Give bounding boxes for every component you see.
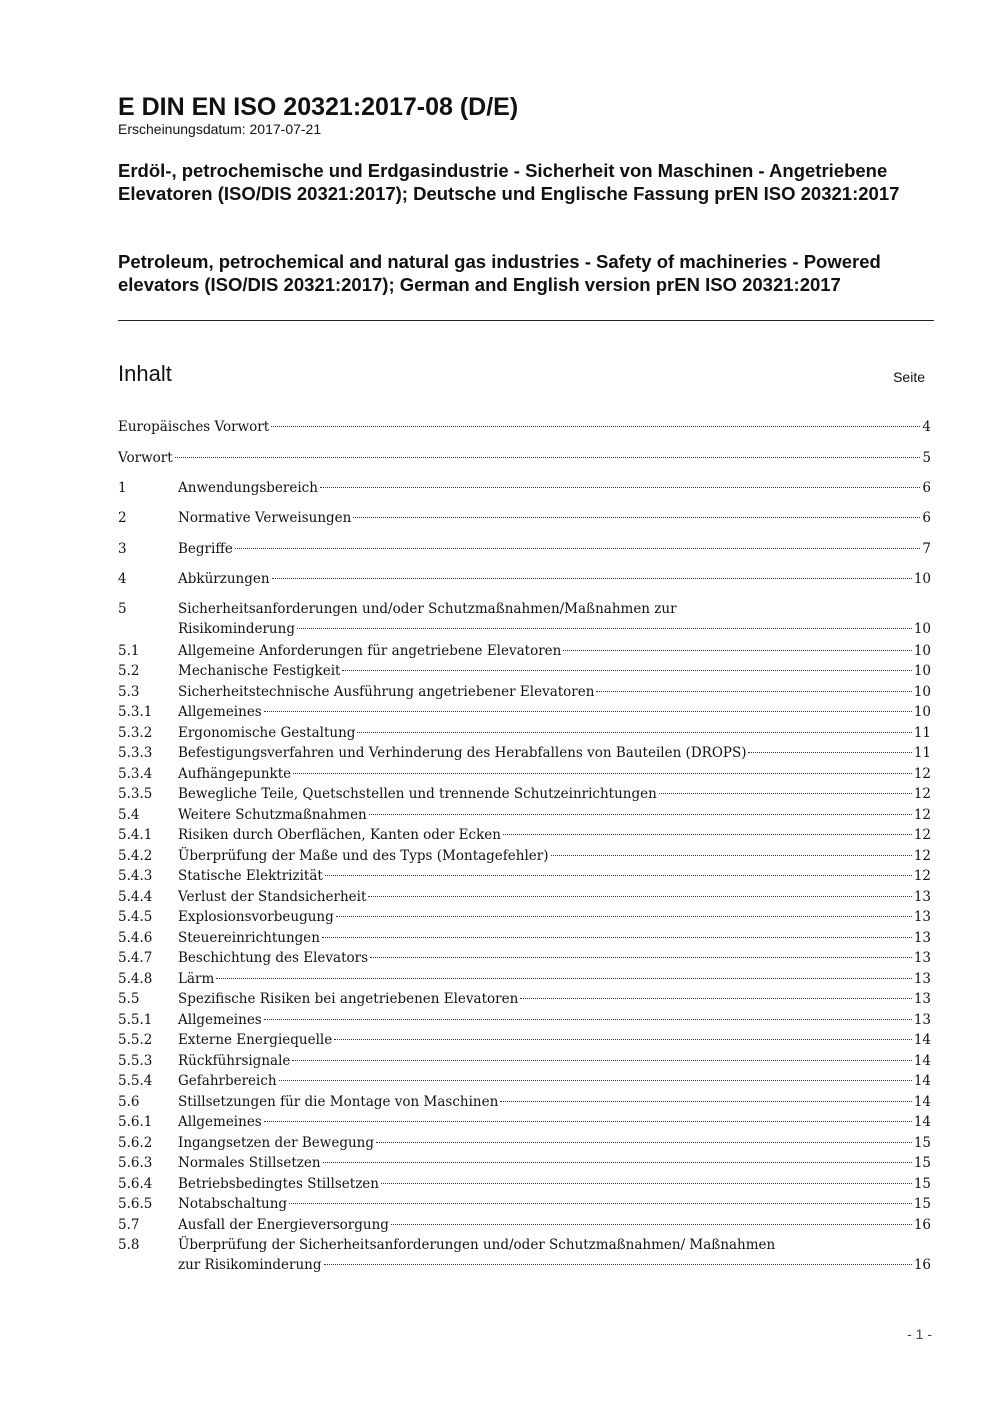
toc-entry-label: Explosionsvorbeugung — [178, 909, 334, 925]
toc-entry-label: Weitere Schutzmaßnahmen — [178, 807, 367, 823]
toc-entry-number: 5.5.2 — [118, 1032, 153, 1048]
toc-entry-label: Beschichtung des Elevators — [178, 950, 369, 966]
toc-entry-number: 5.6.5 — [118, 1196, 153, 1212]
toc-entry-number: 5.3 — [118, 684, 140, 700]
toc-dot-leader — [551, 855, 912, 856]
toc-dot-leader — [297, 628, 912, 629]
toc-entry-page: 12 — [913, 807, 931, 823]
toc-entry-number: 5.4.1 — [118, 827, 153, 843]
toc-entry — [118, 784, 931, 804]
toc-dot-leader — [503, 834, 912, 835]
toc-dot-leader — [216, 978, 912, 979]
toc-entry-page: 13 — [913, 950, 931, 966]
toc-entry-page: 10 — [913, 571, 931, 587]
toc-dot-leader — [264, 1121, 912, 1122]
toc-entry-label: Steuereinrichtungen — [178, 930, 320, 946]
toc-entry — [118, 928, 931, 948]
toc-entry-page: 13 — [913, 909, 931, 925]
toc-entry — [118, 682, 931, 702]
toc-entry-label: Gefahrbereich — [178, 1073, 277, 1089]
toc-entry — [118, 723, 931, 743]
toc-dot-leader — [272, 578, 912, 579]
toc-entry-page: 12 — [913, 766, 931, 782]
toc-entry-number: 5.4.6 — [118, 930, 153, 946]
toc-entry-label: Allgemeines — [178, 704, 262, 720]
toc-dot-leader — [271, 426, 920, 427]
toc-entry-number: 5.5 — [118, 991, 140, 1007]
toc-dot-leader — [292, 1060, 911, 1061]
toc-entry — [118, 569, 931, 589]
toc-entry — [118, 887, 931, 907]
toc-entry-number: 5 — [118, 601, 127, 617]
toc-entry-label: Anwendungsbereich — [178, 480, 318, 496]
toc-dot-leader — [391, 1224, 912, 1225]
toc-entry-number: 5.6.3 — [118, 1155, 153, 1171]
toc-entry — [118, 764, 931, 784]
toc-entry-label: Statische Elektrizität — [178, 868, 323, 884]
toc-page-column-label: Seite — [893, 369, 925, 385]
toc-dot-leader — [381, 1183, 912, 1184]
toc-dot-leader — [324, 1264, 912, 1265]
toc-entry-page: 14 — [913, 1053, 931, 1069]
toc-entry-label: Bewegliche Teile, Quetschstellen und trennende Schutzeinrichtungen — [178, 786, 657, 802]
toc-entry-number: 5.3.1 — [118, 704, 153, 720]
toc-entry-page: 16 — [913, 1217, 931, 1233]
toc-entry-page: 15 — [913, 1135, 931, 1151]
toc-entry-page: 14 — [913, 1114, 931, 1130]
toc-entry — [118, 1092, 931, 1112]
toc-entry-label: Überprüfung der Sicherheitsanforderungen und/oder Schutzmaßnahmen/ Maßnahmen — [178, 1237, 776, 1253]
page-number: - 1 - — [907, 1326, 932, 1342]
toc-dot-leader — [175, 457, 921, 458]
toc-entry-label: Stillsetzungen für die Montage von Maschinen — [178, 1094, 499, 1110]
toc-entry-page: 12 — [913, 827, 931, 843]
toc-entry-label: Überprüfung der Maße und des Typs (Montagefehler) — [178, 848, 549, 864]
toc-dot-leader — [500, 1101, 912, 1102]
toc-dot-leader — [596, 691, 911, 692]
toc-dot-leader — [336, 916, 912, 917]
toc-entry-label: Begriffe — [178, 541, 233, 557]
toc-entry — [118, 846, 931, 866]
toc-entry-number: 5.4.3 — [118, 868, 153, 884]
toc-entry — [118, 661, 931, 681]
toc-entry-label: Betriebsbedingtes Stillsetzen — [178, 1176, 379, 1192]
toc-entry-label: Allgemeines — [178, 1114, 262, 1130]
publication-date: Erscheinungsdatum: 2017-07-21 — [118, 121, 322, 137]
toc-entry-label: Allgemeine Anforderungen für angetriebene Elevatoren — [178, 643, 562, 659]
toc-entry — [118, 539, 931, 559]
toc-entry — [118, 1194, 931, 1214]
toc-entry — [118, 1133, 931, 1153]
toc-entry — [118, 1153, 931, 1173]
toc-entry-page: 14 — [913, 1094, 931, 1110]
toc-entry-label: Risiken durch Oberflächen, Kanten oder Ecken — [178, 827, 501, 843]
toc-entry-page: 14 — [913, 1073, 931, 1089]
toc-entry — [118, 825, 931, 845]
toc-entry-number: 5.3.2 — [118, 725, 153, 741]
toc-entry-number: 5.4.5 — [118, 909, 153, 925]
toc-entry-label: Allgemeines — [178, 1012, 262, 1028]
toc-entry-number: 5.6.2 — [118, 1135, 153, 1151]
toc-entry — [118, 448, 931, 468]
toc-entry-number: 5.6 — [118, 1094, 140, 1110]
toc-entry-number: 5.4.2 — [118, 848, 153, 864]
toc-entry-page: 13 — [913, 930, 931, 946]
toc-entry — [118, 478, 931, 498]
toc-entry — [118, 702, 931, 722]
toc-entry-page: 15 — [913, 1155, 931, 1171]
toc-entry-page: 15 — [913, 1196, 931, 1212]
toc-dot-leader — [748, 752, 911, 753]
toc-entry-label: Befestigungsverfahren und Verhinderung des Herabfallens von Bauteilen (DROPS) — [178, 745, 747, 761]
toc-entry-label: Normative Verweisungen — [178, 510, 352, 526]
toc-entry — [118, 907, 931, 927]
toc-dot-leader — [323, 1162, 912, 1163]
toc-dot-leader — [334, 1039, 912, 1040]
toc-dot-leader — [659, 793, 912, 794]
toc-entry-label: Ausfall der Energieversorgung — [178, 1217, 389, 1233]
toc-entry-label: Sicherheitstechnische Ausführung angetriebener Elevatoren — [178, 684, 595, 700]
toc-entry — [118, 866, 931, 886]
toc-dot-leader — [264, 1019, 912, 1020]
toc-entry-number: 5.5.4 — [118, 1073, 153, 1089]
toc-entry-page: 12 — [913, 848, 931, 864]
toc-entry-page: 10 — [913, 704, 931, 720]
toc-entry-continuation — [118, 619, 931, 639]
toc-entry-number: 5.6.1 — [118, 1114, 153, 1130]
toc-dot-leader — [357, 732, 911, 733]
toc-entry-page: 13 — [913, 971, 931, 987]
toc-dot-leader — [235, 548, 921, 549]
toc-entry-page: 11 — [913, 745, 931, 761]
toc-entry-number: 5.4.7 — [118, 950, 153, 966]
toc-dot-leader — [325, 875, 912, 876]
toc-entry-page: 14 — [913, 1032, 931, 1048]
toc-entry — [118, 1215, 931, 1235]
header-divider — [118, 320, 934, 321]
toc-dot-leader — [353, 517, 920, 518]
toc-dot-leader — [342, 670, 911, 671]
toc-entry-label: Normales Stillsetzen — [178, 1155, 321, 1171]
toc-entry — [118, 743, 931, 763]
toc-entry-label-continued: Risikominderung — [178, 621, 295, 637]
toc-entry-number: 5.2 — [118, 663, 140, 679]
toc-entry — [118, 1112, 931, 1132]
toc-entry — [118, 641, 931, 661]
toc-entry — [118, 599, 931, 619]
title-english: Petroleum, petrochemical and natural gas industries - Safety of machineries - Powered elevators (ISO/DIS 20321:2017); German and English version prEN ISO 20321:2017 — [118, 251, 881, 295]
toc-entry — [118, 1051, 931, 1071]
toc-entry-number: 5.4.8 — [118, 971, 153, 987]
toc-dot-leader — [279, 1080, 912, 1081]
toc-entry-page: 11 — [913, 725, 931, 741]
toc-dot-leader — [369, 814, 912, 815]
toc-entry-label: Sicherheitsanforderungen und/oder Schutzmaßnahmen/Maßnahmen zur — [178, 601, 677, 617]
toc-dot-leader — [293, 773, 912, 774]
toc-entry-page: 13 — [913, 1012, 931, 1028]
toc-dot-leader — [320, 487, 920, 488]
toc-entry-label: Notabschaltung — [178, 1196, 288, 1212]
toc-entry — [118, 805, 931, 825]
toc-entry — [118, 1010, 931, 1030]
toc-entry — [118, 1174, 931, 1194]
toc-entry-label: Ergonomische Gestaltung — [178, 725, 356, 741]
toc-entry — [118, 1071, 931, 1091]
toc-entry-number: 5.5.3 — [118, 1053, 153, 1069]
toc-entry-label: Mechanische Festigkeit — [178, 663, 341, 679]
title-german: Erdöl-, petrochemische und Erdgasindustrie - Sicherheit von Maschinen - Angetriebene Elevatoren (ISO/DIS 20321:2017); Deutsche und Englische Fassung prEN ISO 20321:2017 — [118, 160, 900, 204]
toc-entry — [118, 1030, 931, 1050]
toc-entry-number: 1 — [118, 480, 127, 496]
toc-entry-page: 16 — [913, 1257, 931, 1273]
toc-entry-page: 4 — [922, 419, 931, 435]
toc-entry-number: 5.4.4 — [118, 889, 153, 905]
toc-entry-label: Verlust der Standsicherheit — [178, 889, 367, 905]
toc-entry-label: Vorwort — [118, 450, 173, 466]
toc-entry-number: 4 — [118, 571, 127, 587]
toc-entry-number: 5.8 — [118, 1237, 140, 1253]
toc-entry-number: 5.3.3 — [118, 745, 153, 761]
toc-entry-label: Europäisches Vorwort — [118, 419, 270, 435]
toc-entry — [118, 989, 931, 1009]
toc-entry-number: 5.3.5 — [118, 786, 153, 802]
toc-dot-leader — [563, 650, 911, 651]
toc-dot-leader — [520, 998, 912, 999]
toc-dot-leader — [370, 957, 912, 958]
toc-entry-page: 12 — [913, 868, 931, 884]
toc-entry-page: 13 — [913, 889, 931, 905]
toc-dot-leader — [264, 711, 912, 712]
toc-entry-number: 5.1 — [118, 643, 140, 659]
toc-entry-page: 5 — [922, 450, 931, 466]
toc-entry-number: 5.3.4 — [118, 766, 153, 782]
toc-entry-page: 10 — [913, 684, 931, 700]
toc-entry-label: Spezifische Risiken bei angetriebenen Elevatoren — [178, 991, 519, 1007]
toc-entry-label: Abkürzungen — [178, 571, 270, 587]
toc-entry-label: Lärm — [178, 971, 215, 987]
toc-entry-number: 5.7 — [118, 1217, 140, 1233]
toc-entry — [118, 1235, 931, 1255]
toc-entry-page: 10 — [913, 663, 931, 679]
toc-dot-leader — [322, 937, 912, 938]
toc-entry-page: 12 — [913, 786, 931, 802]
toc-entry-number: 2 — [118, 510, 127, 526]
toc-dot-leader — [289, 1203, 912, 1204]
toc-entry-label: Aufhängepunkte — [178, 766, 292, 782]
toc-entry-number: 3 — [118, 541, 127, 557]
toc-entry-label: Ingangsetzen der Bewegung — [178, 1135, 374, 1151]
toc-entry-label: Rückführsignale — [178, 1053, 291, 1069]
toc-heading: Inhalt — [118, 361, 172, 386]
toc-entry-page: 10 — [913, 621, 931, 637]
toc-entry-page: 7 — [922, 541, 931, 557]
toc-entry-continuation — [118, 1255, 931, 1275]
toc-entry-label: Externe Energiequelle — [178, 1032, 333, 1048]
document-id: E DIN EN ISO 20321:2017-08 (D/E) — [118, 93, 519, 121]
toc-entry-page: 10 — [913, 643, 931, 659]
toc-entry-page: 13 — [913, 991, 931, 1007]
toc-entry-page: 6 — [922, 480, 931, 496]
toc-entry-page: 6 — [922, 510, 931, 526]
toc-dot-leader — [376, 1142, 912, 1143]
toc-entry — [118, 417, 931, 437]
toc-entry — [118, 969, 931, 989]
toc-entry — [118, 948, 931, 968]
toc-dot-leader — [368, 896, 911, 897]
toc-entry-number: 5.5.1 — [118, 1012, 153, 1028]
toc-entry-number: 5.6.4 — [118, 1176, 153, 1192]
toc-entry-number: 5.4 — [118, 807, 140, 823]
toc-entry-page: 15 — [913, 1176, 931, 1192]
toc-entry-label-continued: zur Risikominderung — [178, 1257, 322, 1273]
toc-entry — [118, 508, 931, 528]
